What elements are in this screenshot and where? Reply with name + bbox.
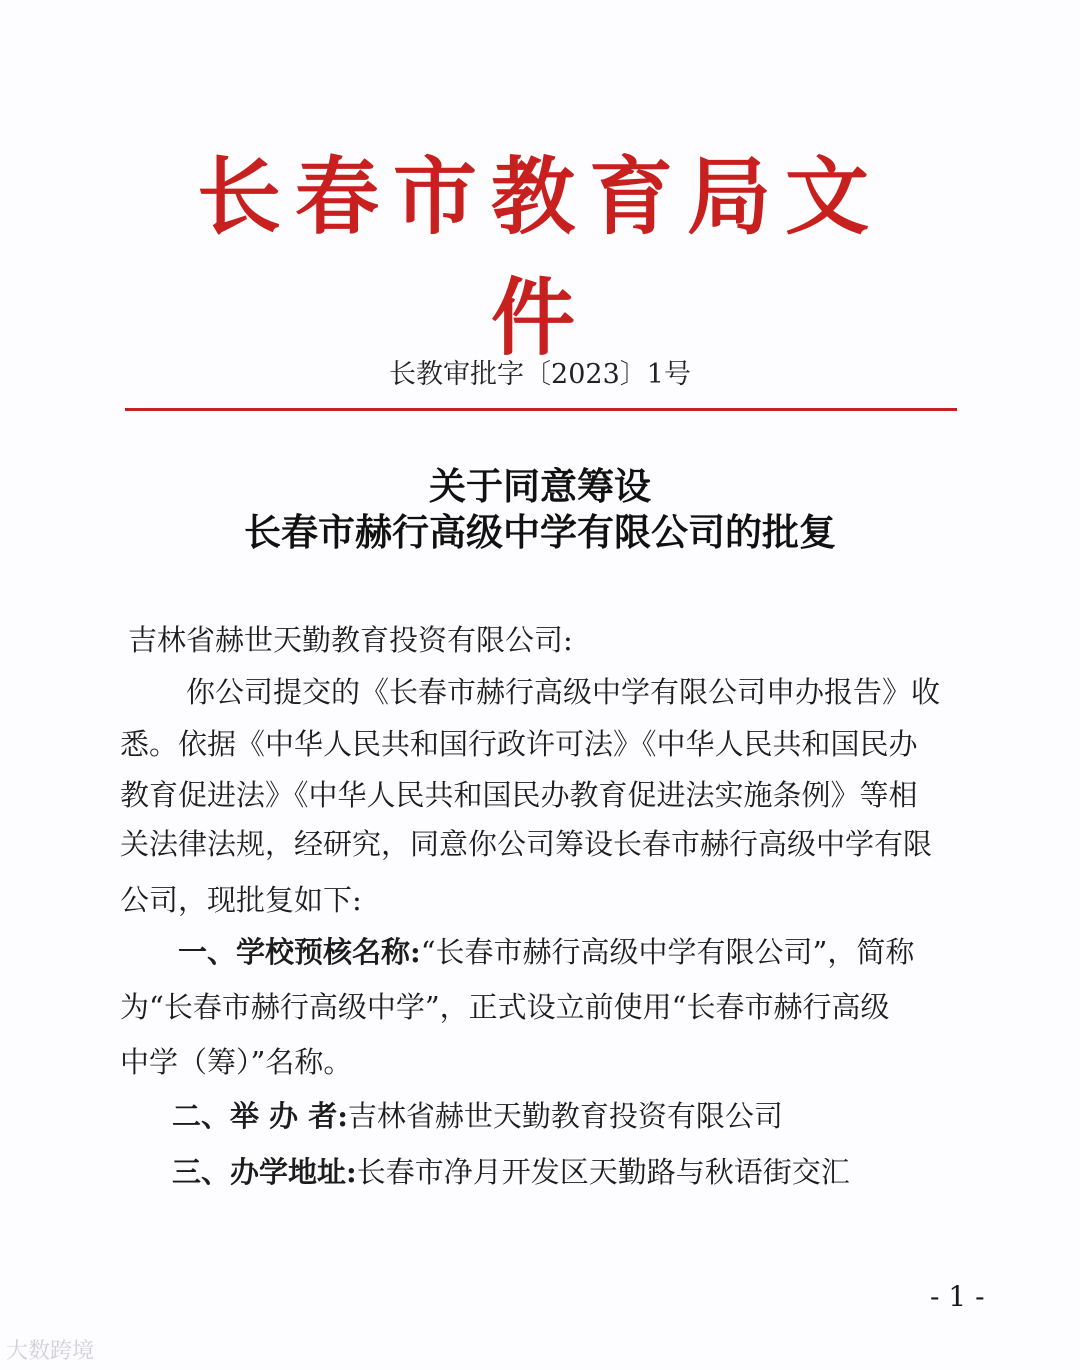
item-text: 长春市净月开发区天勤路与秋语街交汇 (356, 1155, 850, 1189)
body-line: 悉。依据《中华人民共和国行政许可法》《中华人民共和国民办 (120, 727, 918, 761)
body-line: 为“长春市赫行高级中学”，正式设立前使用“长春市赫行高级 (120, 990, 890, 1024)
addressee: 吉林省赫世天勤教育投资有限公司: (128, 623, 573, 657)
heading-line-2: 长春市赫行高级中学有限公司的批复 (244, 510, 836, 554)
item-text: “长春市赫行高级中学有限公司”，简称 (420, 935, 915, 969)
body-line: 关法律法规，经研究，同意你公司筹设长春市赫行高级中学有限 (120, 827, 933, 861)
watermark: 大数跨境 (6, 1339, 95, 1364)
body-line: 公司，现批复如下: (120, 883, 362, 917)
body-line: 教育促进法》《中华人民共和国民办教育促进法实施条例》等相 (120, 778, 918, 812)
red-divider (125, 408, 957, 411)
body-line: 你公司提交的《长春市赫行高级中学有限公司申办报告》收 (186, 675, 941, 709)
heading-line-1: 关于同意筹设 (429, 464, 651, 508)
item-2 (172, 1094, 1042, 1135)
document-number: 长教审批字〔2023〕1号 (389, 359, 691, 390)
body-line: 中学（筹）”名称。 (120, 1045, 353, 1079)
item-text: 吉林省赫世天勤教育投资有限公司 (347, 1099, 783, 1133)
item-label: 二、举 办 者: (172, 1099, 348, 1133)
item-3 (172, 1150, 1042, 1191)
document-title: 长春市教育局文件 (196, 148, 883, 367)
item-label: 三、办学地址: (172, 1155, 357, 1189)
item-label: 一、学校预核名称: (178, 935, 421, 969)
item-1 (178, 930, 1048, 971)
page-number: - 1 - (930, 1280, 985, 1313)
